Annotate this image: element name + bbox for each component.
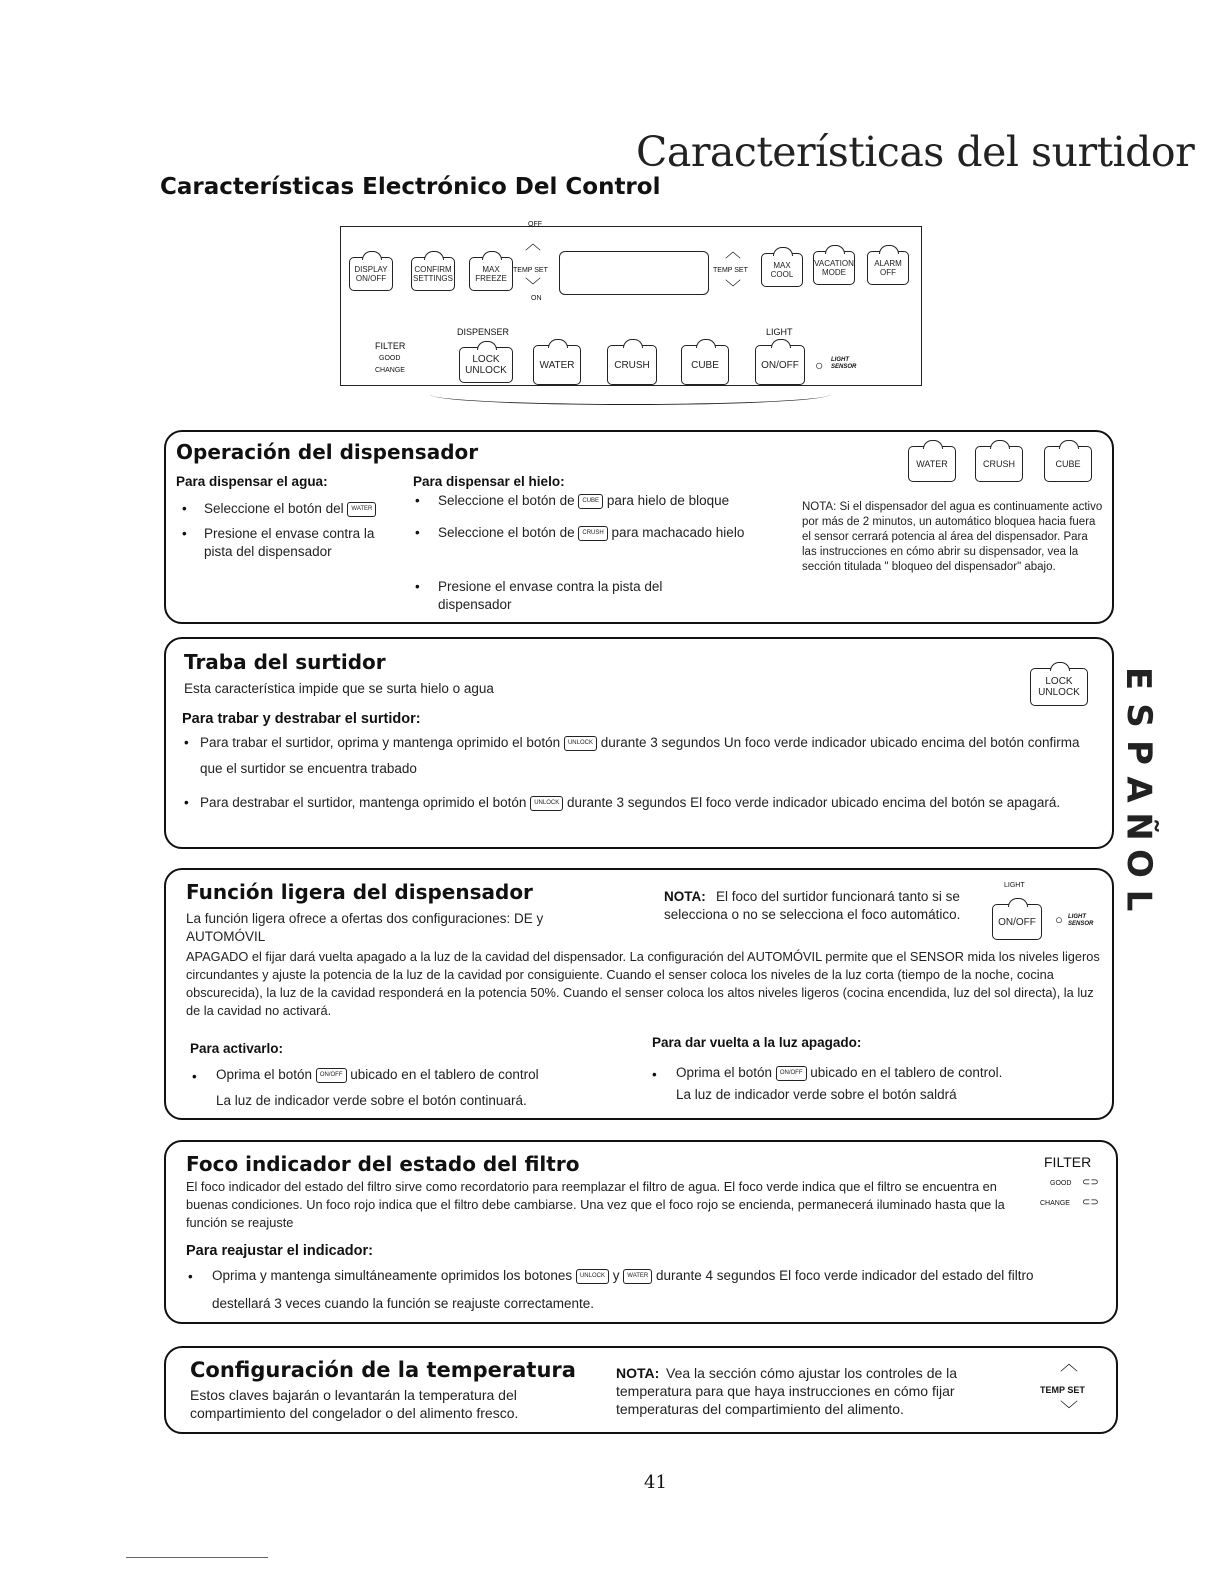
water-step-1-text: Seleccione el botón del: [204, 501, 344, 516]
change-label: CHANGE: [375, 367, 405, 374]
ice-step-1-text: Seleccione el botón de: [438, 493, 575, 508]
apagar-step: [676, 1064, 1002, 1082]
filtro-subheading: Para reajustar el indicador:: [186, 1243, 373, 1259]
temp-set-right-label: TEMP SET: [713, 267, 748, 274]
lock-unlock-button: [1030, 668, 1088, 706]
bullet: •: [182, 526, 187, 541]
side-letter: P: [1118, 740, 1159, 765]
lock-label: LOCK: [472, 354, 500, 365]
up-arrow-icon[interactable]: ︿: [525, 236, 542, 253]
temp-note-label: NOTA:: [616, 1365, 660, 1381]
activar-step-text: Oprima el botón: [216, 1067, 313, 1082]
side-letter: E: [1118, 666, 1159, 691]
max-cool-button[interactable]: MAX COOL: [761, 253, 803, 287]
funcion-paragraph: APAGADO el fijar dará vuelta apagado a la luz de la cavidad del dispensador. La configuración del AUTOMÓVIL permite que el SENSOR mida los niveles ligeros circundantes y ajuste la potencia de la luz de la cavidad por consiguiente. Cuando el senser coloca los niveles de la luz corta (tiempo de la noche, cocina obscurecida), la luz de la cavidad responderá en la potencia 50%. Cuando el senser coloca los altos niveles ligeros (cocina encendida, luz del sol directa), la luz de la cavidad no activará.: [186, 949, 1100, 1018]
light-sensor-label: LIGHT SENSOR: [1068, 914, 1094, 927]
panel-curve: [430, 384, 830, 405]
activar-step: [216, 1066, 539, 1084]
good-indicator-icon: ⊂⊃: [1082, 1177, 1099, 1188]
onoff-button-icon: ON/OFF: [316, 1068, 347, 1083]
filter-label: FILTER: [375, 341, 406, 351]
light-sensor-label: LIGHT SENSOR: [831, 357, 857, 370]
apagar-step-text: Oprima el botón: [676, 1065, 773, 1080]
crush-button-icon: CRUSH: [578, 526, 607, 541]
filtro-step-text-b: durante 4 segundos El foco verde indicador del estado del filtro destellará 3 veces cuando la función se reajuste correctamente.: [212, 1268, 1034, 1311]
filtro-step-and: y: [612, 1268, 620, 1283]
unlock-label: UNLOCK: [1038, 687, 1080, 698]
traba-step-1-text: Para trabar el surtidor, oprima y mantenga oprimido el botón: [200, 735, 561, 750]
crush-button: CRUSH: [975, 446, 1023, 482]
vacation-mode-button[interactable]: VACATION MODE: [813, 251, 855, 285]
bullet: •: [415, 525, 420, 540]
filtro-paragraph: El foco indicador del estado del filtro sirve como recordatorio para reemplazar el filtro de agua. El foco verde indica que el filtro se encuentra en buenas condiciones. Un foco rojo indica que el filtro debe cambiarse. Una vez que el foco rojo se encienda, permanecerá iluminado hasta que la función se reajuste: [186, 1179, 1005, 1230]
activar-step-text-b: ubicado en el tablero de control: [350, 1067, 539, 1082]
bullet: •: [184, 735, 189, 750]
control-panel: [340, 221, 922, 386]
traba-intro: Esta característica impide que se surta hielo o agua: [184, 681, 494, 696]
off-label: OFF: [528, 221, 542, 228]
activar-heading: Para activarlo:: [190, 1041, 284, 1056]
max-freeze-button[interactable]: MAX FREEZE: [469, 257, 513, 291]
good-label: GOOD: [379, 355, 401, 362]
filtro-step-text: Oprima y mantenga simultáneamente oprimidos los botones: [212, 1268, 573, 1283]
water-step-2: Presione el envase contra la pista del dispensador: [204, 526, 375, 559]
light-onoff-button[interactable]: ON/OFF: [755, 345, 805, 385]
bullet: •: [184, 795, 189, 810]
bullet: •: [415, 493, 420, 508]
side-letter: L: [1118, 889, 1159, 912]
side-letter: S: [1118, 703, 1159, 728]
lock-button-icon: UNLOCK: [576, 1269, 609, 1284]
cube-button[interactable]: CUBE: [681, 345, 729, 385]
temp-heading: Configuración de la temperatura: [190, 1358, 576, 1382]
side-letter: A: [1118, 776, 1159, 803]
side-letter: Ñ: [1118, 812, 1159, 841]
traba-step-2: [200, 790, 1102, 816]
funcion-note: El foco del surtidor funcionará tanto si se selecciona o no se selecciona el foco automático.: [664, 889, 961, 922]
filtro-step: [212, 1262, 1092, 1318]
side-letter: O: [1118, 849, 1159, 878]
apagar-heading: Para dar vuelta a la luz apagado:: [652, 1035, 862, 1050]
bullet: •: [182, 501, 187, 516]
page-number: 41: [644, 1472, 667, 1493]
traba-heading: Traba del surtidor: [184, 650, 386, 674]
on-label: ON: [531, 295, 542, 302]
lock-label: LOCK: [1045, 676, 1073, 687]
traba-subheading: Para trabar y destrabar el surtidor:: [182, 711, 421, 727]
ice-step-2-text-b: para machacado hielo: [611, 525, 745, 540]
up-arrow-icon: ︿: [1060, 1354, 1078, 1374]
lock-button-icon: UNLOCK: [564, 736, 597, 751]
ice-step-1-text-b: para hielo de bloque: [606, 493, 730, 508]
section-subtitle: Características Electrónico Del Control: [160, 174, 661, 200]
ice-step-2: [438, 524, 768, 542]
display-onoff-button[interactable]: DISPLAY ON/OFF: [349, 257, 393, 291]
display-screen: [559, 251, 709, 295]
filter-label: FILTER: [1044, 1154, 1092, 1170]
down-arrow-icon[interactable]: ﹀: [525, 278, 542, 295]
down-arrow-icon[interactable]: ﹀: [725, 280, 742, 297]
light-label: LIGHT: [1004, 882, 1025, 889]
funcion-intro: La función ligera ofrece a ofertas dos configuraciones: DE y AUTOMÓVIL: [186, 911, 544, 944]
page-title: Características del surtidor: [636, 128, 1195, 176]
temp-set-left-label: TEMP SET: [513, 267, 548, 274]
temp-set-label: TEMP SET: [1040, 1385, 1085, 1395]
traba-step-1-text-b: durante 3 segundos Un foco verde indicador ubicado encima del botón confirma que el surtidor se encuentra trabado: [200, 735, 1080, 776]
dispenser-label: DISPENSER: [457, 327, 510, 337]
funcion-heading: Función ligera del dispensador: [186, 880, 533, 904]
temp-paragraph: Estos claves bajarán o levantarán la temperatura del compartimiento del congelador o del alimento fresco.: [190, 1387, 519, 1421]
ice-step-2-text: Seleccione el botón de: [438, 525, 575, 540]
traba-step-2-text-b: durante 3 segundos El foco verde indicador ubicado encima del botón se apagará.: [567, 795, 1061, 810]
ice-step-3: Presione el envase contra la pista del dispensador: [438, 579, 663, 612]
cube-button-icon: CUBE: [578, 494, 603, 509]
crush-button[interactable]: CRUSH: [607, 345, 657, 385]
unlock-button-icon: UNLOCK: [530, 796, 563, 811]
confirm-settings-button[interactable]: CONFIRM SETTINGS: [411, 257, 455, 291]
bullet: •: [652, 1067, 657, 1082]
light-label: LIGHT: [766, 327, 793, 337]
water-heading: Para dispensar el agua:: [176, 474, 328, 489]
traba-step-2-text: Para destrabar el surtidor, mantenga oprimido el botón: [200, 795, 527, 810]
ice-step-1: [438, 492, 729, 510]
bullet: •: [188, 1269, 193, 1284]
light-sensor-icon: ○: [815, 357, 824, 373]
good-label: GOOD: [1050, 1180, 1072, 1187]
water-button: WATER: [908, 446, 956, 482]
water-button-icon: WATER: [623, 1269, 652, 1284]
lock-unlock-button[interactable]: [459, 347, 513, 383]
change-label: CHANGE: [1040, 1200, 1070, 1207]
language-side-tab: [1118, 660, 1159, 912]
change-indicator-icon: ⊂⊃: [1082, 1197, 1099, 1208]
ice-heading: Para dispensar el hielo:: [413, 474, 565, 489]
apagar-step-text-b: ubicado en el tablero de control.: [810, 1065, 1003, 1080]
apagar-result: La luz de indicador verde sobre el botón saldrá: [676, 1087, 957, 1102]
onoff-button-icon: ON/OFF: [776, 1066, 807, 1081]
water-button-icon: WATER: [347, 502, 376, 517]
filtro-heading: Foco indicador del estado del filtro: [186, 1152, 580, 1176]
up-arrow-icon[interactable]: ︿: [725, 244, 742, 261]
footer-line: [126, 1557, 268, 1558]
light-onoff-button: ON/OFF: [992, 904, 1042, 940]
unlock-label: UNLOCK: [465, 365, 507, 376]
dispensador-note: NOTA: Si el dispensador del agua es continuamente activo por más de 2 minutos, un automático bloquea hacia fuera el sensor cerrará potencia al área del dispensador. Para las instrucciones en cómo abrir su dispensador, vea la sección titulada " bloqueo del dispensador" abajo.: [802, 501, 1103, 573]
cube-button: CUBE: [1044, 446, 1092, 482]
traba-step-1: [200, 730, 1102, 782]
dispensador-heading: Operación del dispensador: [176, 440, 479, 464]
down-arrow-icon: ﹀: [1060, 1400, 1078, 1420]
light-sensor-icon: ○: [1055, 912, 1063, 927]
alarm-off-button[interactable]: ALARM OFF: [867, 251, 909, 285]
bullet: •: [415, 579, 420, 594]
water-button[interactable]: WATER: [533, 345, 581, 385]
activar-result: La luz de indicador verde sobre el botón continuará.: [216, 1093, 527, 1108]
temp-note: Vea la sección cómo ajustar los controles de la temperatura para que haya instrucciones en cómo fijar temperaturas del compartimiento del alimento.: [616, 1365, 958, 1417]
funcion-note-label: NOTA:: [664, 889, 706, 904]
bullet: •: [192, 1069, 197, 1084]
water-step-1: [204, 500, 376, 518]
